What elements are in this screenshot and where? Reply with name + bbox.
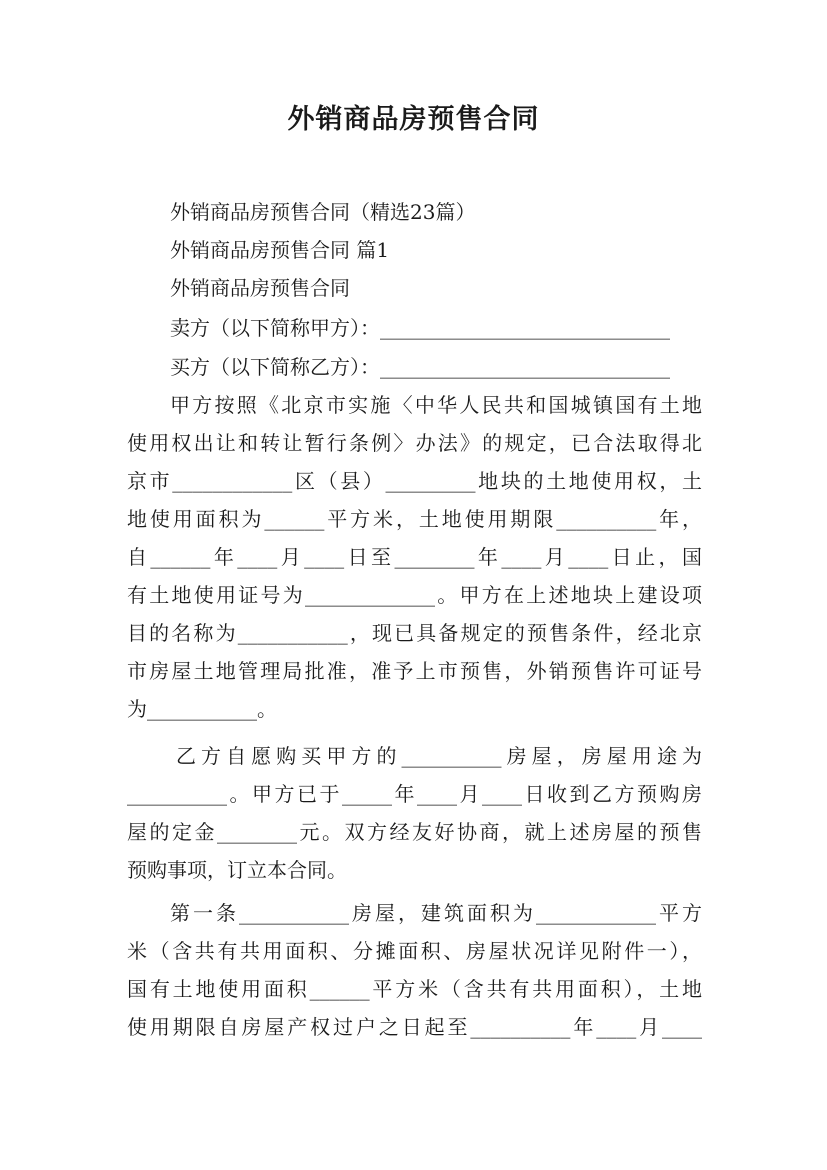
paragraph-line: 自______年____月____日至________年____月____日止，国 bbox=[127, 545, 702, 569]
paragraph-line: 京市____________区（县）_________地块的土地使用权，土 bbox=[127, 469, 702, 493]
paragraph-line: 市房屋土地管理局批准，准予上市预售，外销预售许可证号 bbox=[127, 659, 702, 683]
contract-heading: 外销商品房预售合同 bbox=[170, 276, 350, 300]
article-1-line: 使用期限自房屋产权过户之日起至__________年____月____ bbox=[127, 1015, 702, 1039]
paragraph-line: 有土地使用证号为_____________。甲方在上述地块上建设项 bbox=[127, 583, 702, 607]
subtitle-part-1: 外销商品房预售合同 篇1 bbox=[170, 238, 390, 262]
buyer-field: 买方（以下简称乙方）：_____________________________ bbox=[170, 355, 670, 379]
seller-field: 卖方（以下简称甲方）：_____________________________ bbox=[170, 316, 670, 340]
paragraph-line: 预购事项，订立本合同。 bbox=[127, 858, 347, 882]
paragraph-line: 甲方按照《北京市实施〈中华人民共和国城镇国有土地 bbox=[170, 393, 702, 417]
paragraph-line: 地使用面积为______平方米，土地使用期限__________年， bbox=[127, 507, 702, 531]
paragraph-line: 为___________。 bbox=[127, 697, 277, 721]
article-1-line: 米（含共有共用面积、分摊面积、房屋状况详见附件一）， bbox=[127, 939, 702, 963]
subtitle-collection: 外销商品房预售合同（精选23篇） bbox=[170, 200, 476, 224]
paragraph-line: 使用权出让和转让暂行条例〉办法》的规定，已合法取得北 bbox=[127, 431, 702, 455]
paragraph-line: 目的名称为___________，现已具备规定的预售条件，经北京 bbox=[127, 621, 702, 645]
paragraph-line: __________。甲方已于_____年____月____日收到乙方预购房 bbox=[127, 782, 702, 806]
article-1-line: 第一条___________房屋，建筑面积为____________平方 bbox=[170, 901, 702, 925]
document-title: 外销商品房预售合同 bbox=[287, 104, 540, 135]
paragraph-line: 乙方自愿购买甲方的__________房屋，房屋用途为 bbox=[176, 744, 702, 768]
paragraph-line: 屋的定金________元。双方经友好协商，就上述房屋的预售 bbox=[127, 820, 702, 844]
article-1-line: 国有土地使用面积______平方米（含共有共用面积），土地 bbox=[127, 977, 702, 1001]
